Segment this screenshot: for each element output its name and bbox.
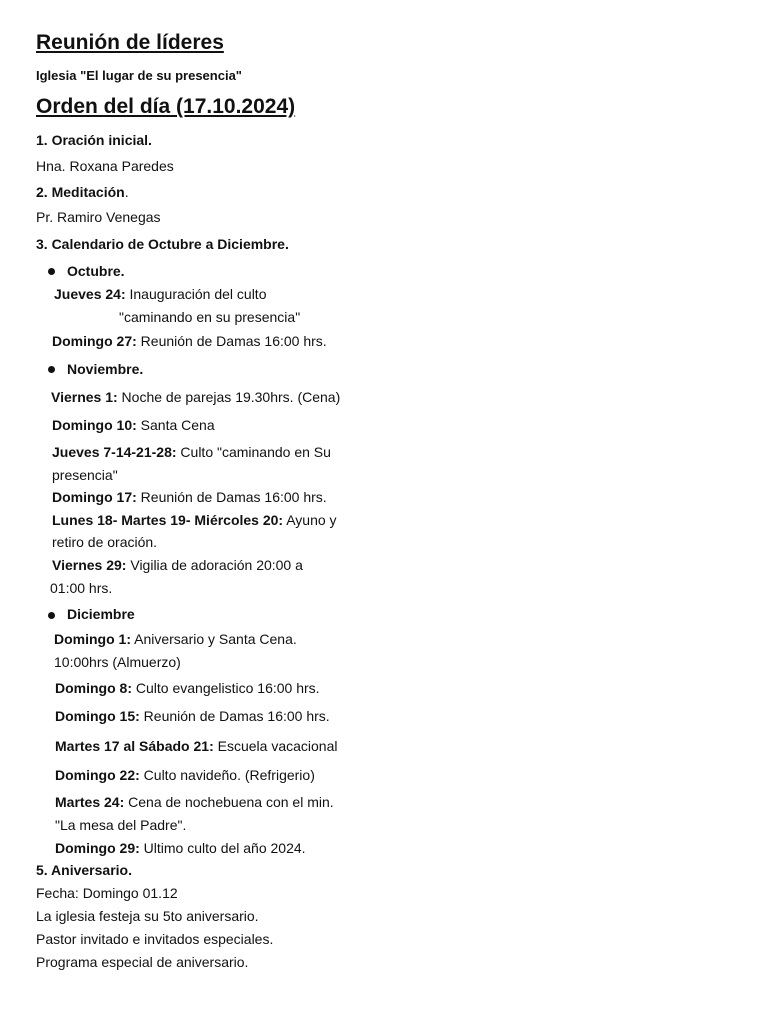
item-1-person: Hna. Roxana Paredes (36, 158, 174, 174)
month-octubre: Octubre. (67, 263, 125, 279)
event-nov-ayuno-cont: retiro de oración. (52, 534, 158, 550)
aniversario-line-1: Fecha: Domingo 01.12 (36, 885, 178, 901)
event-nov-ayuno: Lunes 18- Martes 19- Miércoles 20: Ayuno y (52, 512, 337, 528)
item-2-title: 2. Meditación. (36, 184, 129, 200)
event-dic-8: Domingo 8: Culto evangelistico 16:00 hrs. (55, 680, 320, 696)
event-nov-jueves: Jueves 7-14-21-28: Culto "caminando en Su (52, 444, 331, 460)
event-dic-15: Domingo 15: Reunión de Damas 16:00 hrs. (55, 708, 330, 724)
item-3-title: 3. Calendario de Octubre a Diciembre. (36, 236, 289, 252)
bullet-icon (48, 612, 55, 619)
month-noviembre: Noviembre. (67, 361, 144, 377)
event-dic-17: Martes 17 al Sábado 21: Escuela vacacional (55, 738, 338, 754)
item-1-title: 1. Oración inicial. (36, 132, 152, 148)
event-dic-24-cont: "La mesa del Padre". (55, 817, 187, 833)
event-oct-24: Jueves 24: Inauguración del culto (54, 286, 267, 302)
aniversario-line-4: Programa especial de aniversario. (36, 954, 249, 970)
month-diciembre: Diciembre (67, 606, 135, 622)
agenda-title: Orden del día (17.10.2024) (36, 95, 296, 118)
event-dic-1-cont: 10:00hrs (Almuerzo) (54, 654, 181, 670)
event-oct-27: Domingo 27: Reunión de Damas 16:00 hrs. (52, 333, 327, 349)
event-nov-1: Viernes 1: Noche de parejas 19.30hrs. (Cena) (51, 389, 341, 405)
item-2-person: Pr. Ramiro Venegas (36, 209, 161, 225)
page-title: Reunión de líderes (36, 31, 224, 54)
event-nov-29-cont: 01:00 hrs. (50, 580, 113, 596)
event-oct-24-cont: "caminando en su presencia" (119, 309, 301, 325)
item-5-title: 5. Aniversario. (36, 862, 132, 878)
event-dic-24: Martes 24: Cena de nochebuena con el min. (55, 794, 334, 810)
bullet-icon (48, 366, 55, 373)
event-dic-1: Domingo 1: Aniversario y Santa Cena. (54, 631, 297, 647)
event-nov-jueves-cont: presencia" (52, 467, 118, 483)
event-nov-17: Domingo 17: Reunión de Damas 16:00 hrs. (52, 489, 327, 505)
aniversario-line-2: La iglesia festeja su 5to aniversario. (36, 908, 259, 924)
event-nov-29: Viernes 29: Vigilia de adoración 20:00 a (52, 557, 303, 573)
bullet-icon (48, 268, 55, 275)
aniversario-line-3: Pastor invitado e invitados especiales. (36, 931, 274, 947)
church-name: Iglesia "El lugar de su presencia" (36, 68, 242, 83)
event-dic-22: Domingo 22: Culto navideño. (Refrigerio) (55, 767, 315, 783)
event-nov-10: Domingo 10: Santa Cena (52, 417, 215, 433)
event-dic-29: Domingo 29: Ultimo culto del año 2024. (55, 840, 306, 856)
